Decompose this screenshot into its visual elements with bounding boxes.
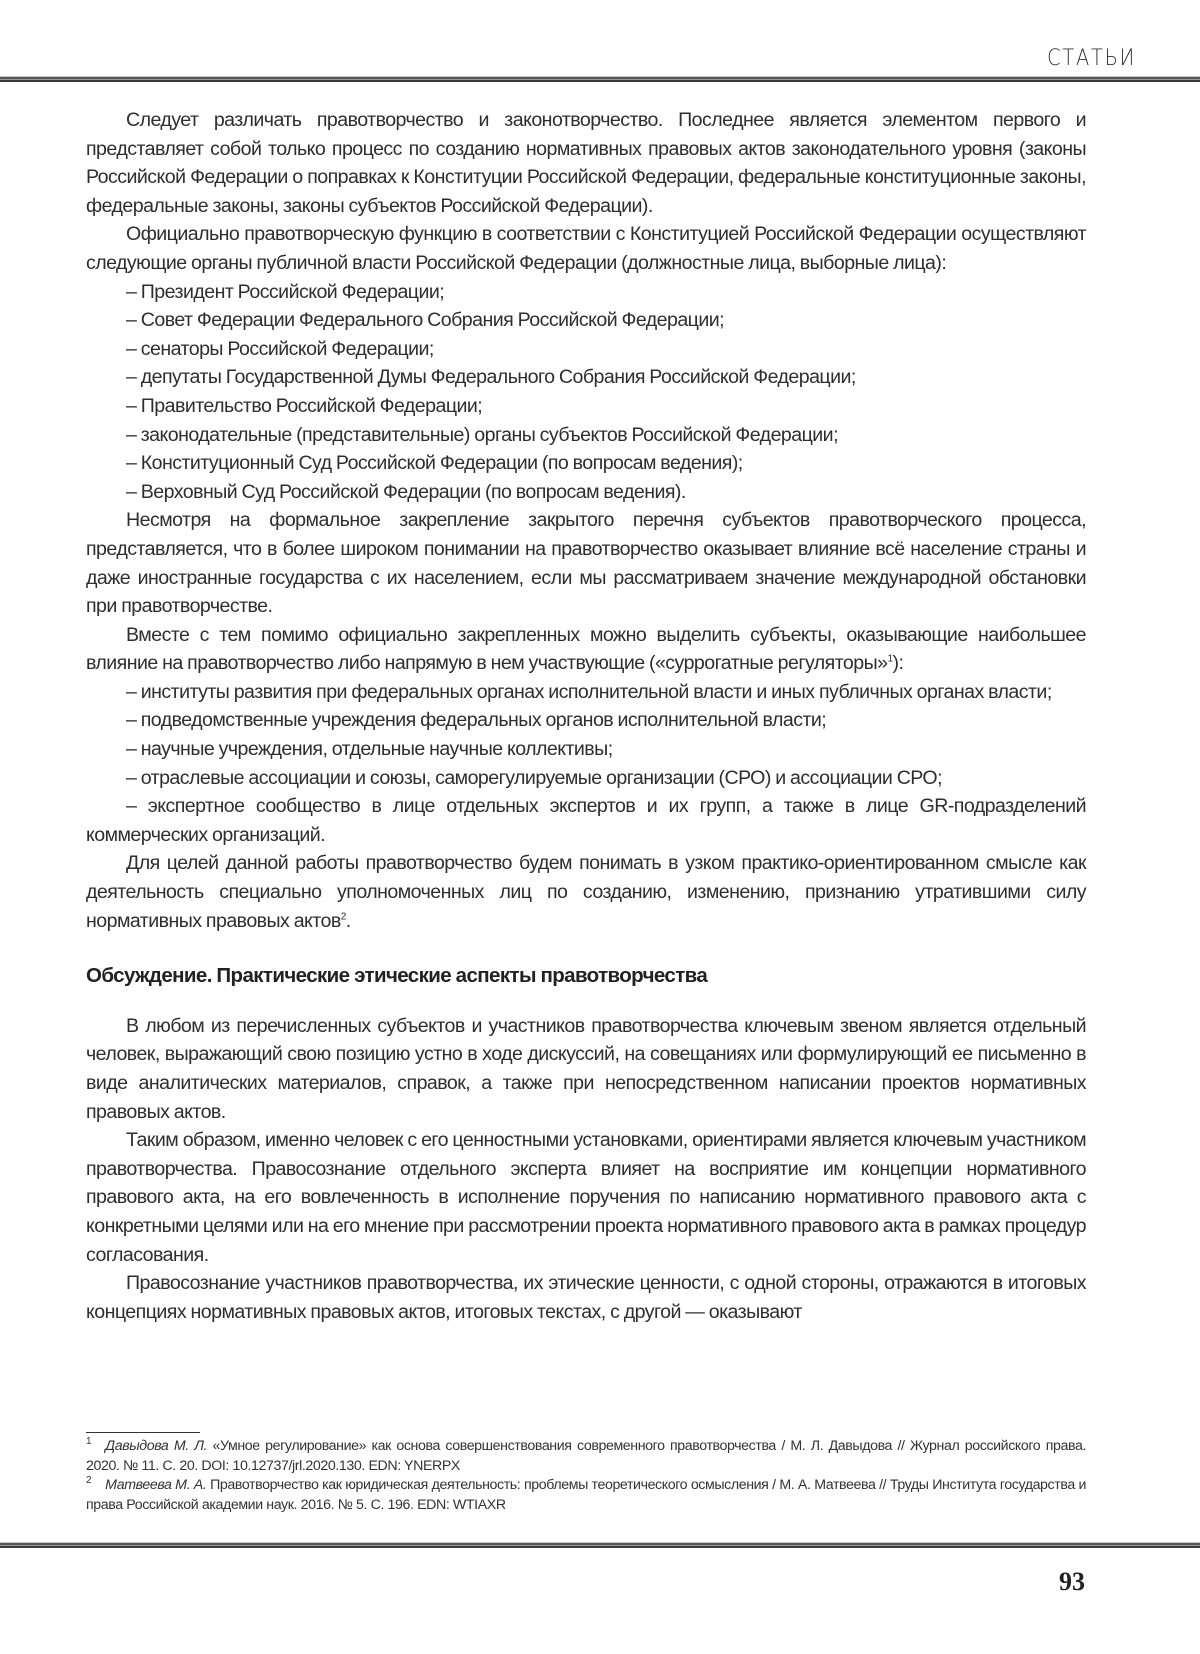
list-item: – Правительство Российской Федерации; xyxy=(126,394,483,417)
footnote-separator xyxy=(86,1432,200,1433)
footnote-author: Давыдова М. Л. xyxy=(105,1438,208,1454)
footnote-number: 2 xyxy=(86,1475,92,1487)
list-item: – подведомственные учреждения федеральных органов исполнительной власти; xyxy=(126,709,827,732)
paragraph: Таким образом, именно человек с его ценностными установками, ориентирами является ключевым участником правотворчества. Правосознание отдельного эксперта влияет на восприятие им концепции нормативного правового акта, на его вовлеченность в исполнение поручения по написанию нормативного правового акта с конкретными целями или на его мнение при рассмотрении проекта нормативного правового акта в рамках процедур согласования. xyxy=(86,1129,1086,1266)
paragraph-text-end: ): xyxy=(892,652,904,675)
paragraph: Официально правотворческую функцию в соответствии с Конституцией Российской Федерации осуществляют следующие органы публичной власти Российской Федерации (должностные лица, выборные лица): xyxy=(86,223,1086,274)
footnotes xyxy=(86,1437,1086,1515)
paragraph: Правосознание участников правотворчества, их этические ценности, с одной стороны, отражаются в итоговых концепциях нормативных правовых актов, итоговых текстах, с другой — оказывают xyxy=(86,1272,1086,1323)
paragraph: В любом из перечисленных субъектов и участников правотворчества ключевым звеном является отдельный человек, выражающий свою позицию устно в ходе дискуссий, на совещаниях или формулирующий ее письменно в виде аналитических материалов, справок, а также при непосредственном написании проектов нормативных правовых актов. xyxy=(86,1014,1086,1123)
footnote-2 xyxy=(86,1476,1086,1515)
header-double-rule xyxy=(0,76,1200,82)
section-heading: Обсуждение. Практические этические аспекты правотворчества xyxy=(86,964,708,988)
footnote-1 xyxy=(86,1437,1086,1476)
paragraph-text: Для целей данной работы правотворчество будем понимать в узком практико-ориентированном смысле как деятельность специально уполномоченных лиц по созданию, изменению, признанию утратившими силу нормативных правовых актов xyxy=(86,852,1086,932)
list-item: – научные учреждения, отдельные научные коллективы; xyxy=(126,738,613,761)
list-item: – сенаторы Российской Федерации; xyxy=(126,337,434,360)
list-item: – институты развития при федеральных органах исполнительной власти и иных публичных органах власти; xyxy=(126,680,1052,703)
list-item: – экспертное сообщество в лице отдельных экспертов и их групп, а также в лице GR-подразделений коммерческих организаций. xyxy=(86,795,1086,846)
running-head-section-title: СТАТЬИ xyxy=(1047,46,1136,71)
paragraph xyxy=(86,621,1086,678)
official-subjects-list xyxy=(86,278,1086,507)
paragraph-text: Вместе с тем помимо официально закрепленных можно выделить субъекты, оказывающие наибольшее влияние на правотворчество либо напрямую в нем участвующие («суррогатные регуляторы» xyxy=(86,623,1086,675)
list-item: – депутаты Государственной Думы Федерального Собрания Российской Федерации; xyxy=(126,366,856,389)
article-body xyxy=(86,106,1086,1326)
list-item: – законодательные (представительные) органы субъектов Российской Федерации; xyxy=(126,423,838,446)
footnote-number: 1 xyxy=(86,1436,92,1448)
footnote-text: «Умное регулирование» как основа совершенствования современного правотворчества / М. Л. Давыдова // Журнал российского права. 2020. № 11. С. 20. DOI: 10.12737/jrl.2020.130. EDN: YNERPX xyxy=(86,1438,1086,1474)
list-item: – отраслевые ассоциации и союзы, саморегулируемые организации (СРО) и ассоциации СРО; xyxy=(126,766,942,789)
footnote-reference-1[interactable]: 1 xyxy=(887,653,893,665)
footer-double-rule xyxy=(0,1542,1200,1548)
paragraph xyxy=(86,849,1086,935)
paragraph: Несмотря на формальное закрепление закрытого перечня субъектов правотворческого процесса, представляется, что в более широком понимании на правотворчество оказывает влияние всё население страны и даже иностранные государства с их населением, если мы рассматриваем значение международной обстановки при правотворчестве. xyxy=(86,509,1086,618)
list-item: – Президент Российской Федерации; xyxy=(126,280,445,303)
surrogate-regulators-list xyxy=(86,678,1086,850)
footnote-author: Матвеева М. А. xyxy=(105,1477,207,1493)
footnote-reference-2[interactable]: 2 xyxy=(340,911,346,923)
paragraph: Следует различать правотворчество и законотворчество. Последнее является элементом первого и представляет собой только процесс по созданию нормативных правовых актов законодательного уровня (законы Российской Федерации о поправках к Конституции Российской Федерации, федеральные конституционные законы, федеральные законы, законы субъектов Российской Федерации). xyxy=(86,109,1086,217)
list-item: – Верховный Суд Российской Федерации (по вопросам ведения). xyxy=(126,480,686,503)
list-item: – Совет Федерации Федерального Собрания Российской Федерации; xyxy=(126,309,725,332)
footnote-text: Правотворчество как юридическая деятельность: проблемы теоретического осмысления / М. А. Матвеева // Труды Института государства и права Российской академии наук. 2016. № 5. С. 196. EDN: WTIAXR xyxy=(86,1477,1086,1513)
page-number: 93 xyxy=(1059,1567,1085,1596)
paragraph-text-end: . xyxy=(345,909,351,932)
list-item: – Конституционный Суд Российской Федерации (по вопросам ведения); xyxy=(126,452,743,475)
